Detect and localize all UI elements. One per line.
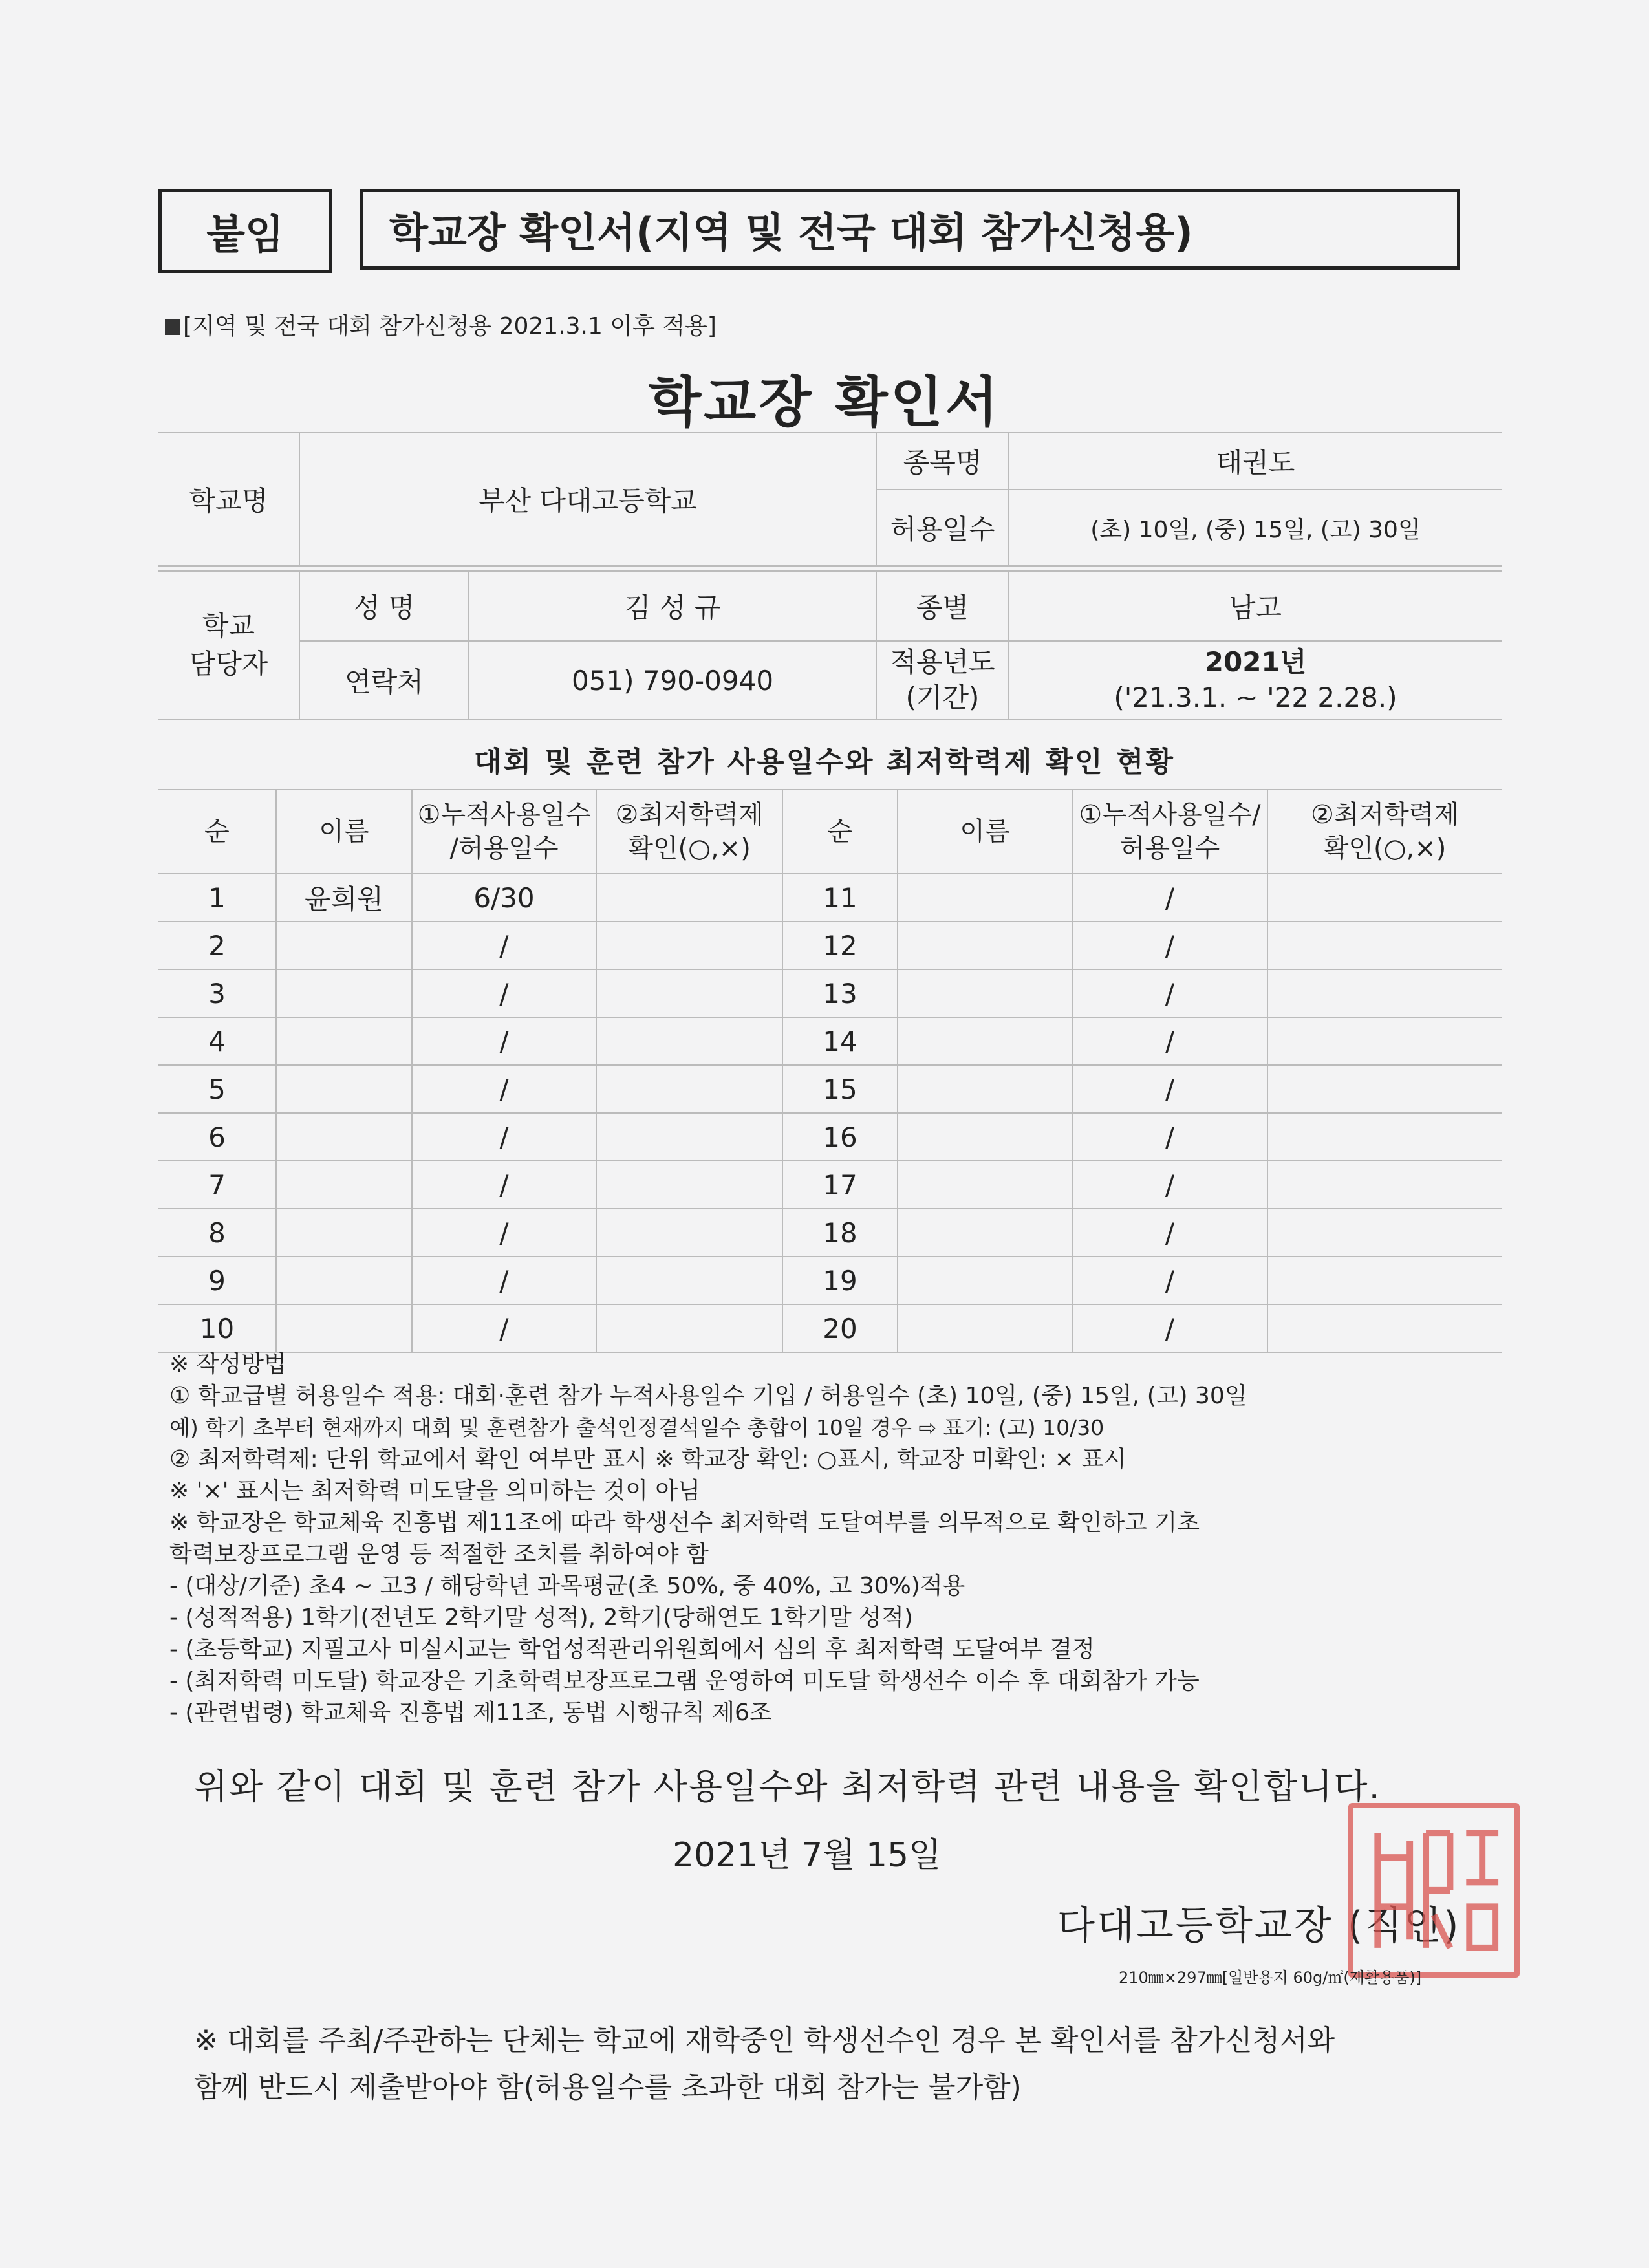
row-check <box>1267 969 1502 1017</box>
row-days: / <box>412 1304 596 1352</box>
instruction-line: 학력보장프로그램 운영 등 적절한 조치를 취하여야 함 <box>169 1541 709 1568</box>
year-cell <box>1009 641 1502 720</box>
instruction-line: - (성적적용) 1학기(전년도 2학기말 성적), 2학기(당해연도 1학기말 성적) <box>169 1604 913 1631</box>
row-check <box>596 922 782 969</box>
header-check: ②최저학력제 확인(○,×) <box>596 790 782 874</box>
submission-notice <box>194 2018 1335 2111</box>
row-check <box>596 969 782 1017</box>
row-check <box>1267 922 1502 969</box>
row-days: / <box>412 1161 596 1209</box>
row-check <box>1267 1017 1502 1065</box>
row-check <box>596 1257 782 1304</box>
row-name <box>276 1161 412 1209</box>
row-name <box>898 1304 1072 1352</box>
row-days: / <box>1072 1161 1267 1209</box>
seal-pattern <box>1353 1808 1514 1972</box>
writing-instructions <box>169 1348 1527 1729</box>
row-check <box>1267 1113 1502 1161</box>
row-no: 4 <box>158 1017 276 1065</box>
gender-label: 종별 <box>876 571 1009 641</box>
row-check <box>596 1209 782 1257</box>
row-check <box>1267 1065 1502 1113</box>
row-check <box>596 874 782 922</box>
document-header-title: 학교장 확인서(지역 및 전국 대회 참가신청용) <box>360 189 1460 270</box>
applicability-note-text: [지역 및 전국 대회 참가신청용 2021.3.1 이후 적용] <box>183 313 717 340</box>
row-name <box>898 1161 1072 1209</box>
row-check <box>1267 1257 1502 1304</box>
table-row <box>158 1113 1502 1161</box>
sport-value: 태권도 <box>1009 433 1502 490</box>
row-no: 13 <box>782 969 898 1017</box>
instruction-line: ② 최저학력제: 단위 학교에서 확인 여부만 표시 ※ 학교장 확인: ○표시, 학교장 미확인: × 표시 <box>169 1446 1126 1473</box>
row-days: / <box>1072 1209 1267 1257</box>
row-days: / <box>412 922 596 969</box>
instruction-line: ※ '×' 표시는 최저학력 미도달을 의미하는 것이 아님 <box>169 1478 700 1504</box>
row-days: / <box>412 1065 596 1113</box>
page-title: 학교장 확인서 <box>648 371 1001 434</box>
table-row <box>158 969 1502 1017</box>
participation-table <box>158 789 1502 1353</box>
instruction-line: - (대상/기준) 초4 ~ 고3 / 해당학년 과목평균(초 50%, 중 40%, 고 30%)적용 <box>169 1573 965 1599</box>
row-no: 17 <box>782 1161 898 1209</box>
row-name <box>276 1113 412 1161</box>
row-no: 1 <box>158 874 276 922</box>
row-no: 11 <box>782 874 898 922</box>
row-days: / <box>1072 1113 1267 1161</box>
header-name: 이름 <box>276 790 412 874</box>
notice-line: ※ 대회를 주최/주관하는 단체는 학교에 재학중인 학생선수인 경우 본 확인서를 참가신청서와 <box>194 2024 1335 2057</box>
row-name <box>898 1017 1072 1065</box>
row-no: 10 <box>158 1304 276 1352</box>
instruction-line: - (최저학력 미도달) 학교장은 기초학력보장프로그램 운영하여 미도달 학생선수 이수 후 대회참가 가능 <box>169 1668 1200 1694</box>
row-name <box>276 1065 412 1113</box>
row-name: 윤희원 <box>276 874 412 922</box>
row-no: 15 <box>782 1065 898 1113</box>
table-row <box>158 1017 1502 1065</box>
row-days: / <box>1072 969 1267 1017</box>
row-name <box>276 922 412 969</box>
row-name <box>898 1065 1072 1113</box>
paper-spec: 210㎜×297㎜[일반용지 60g/㎡(재활용품)] <box>1119 1969 1422 1987</box>
row-days: 6/30 <box>412 874 596 922</box>
confirmation-statement: 위와 같이 대회 및 훈련 참가 사용일수와 최저학력 관련 내용을 확인합니다. <box>194 1766 1381 1807</box>
header-check: ②최저학력제 확인(○,×) <box>1267 790 1502 874</box>
row-check <box>1267 1304 1502 1352</box>
row-days: / <box>1072 874 1267 922</box>
row-check <box>1267 1209 1502 1257</box>
header-days: ①누적사용일수/ 허용일수 <box>1072 790 1267 874</box>
table-row <box>158 1209 1502 1257</box>
row-no: 7 <box>158 1161 276 1209</box>
row-name <box>898 1209 1072 1257</box>
header-name: 이름 <box>898 790 1072 874</box>
instruction-line: ※ 작성방법 <box>169 1351 286 1377</box>
row-name <box>276 1209 412 1257</box>
row-no: 3 <box>158 969 276 1017</box>
school-name-label: 학교명 <box>158 433 299 566</box>
row-days: / <box>1072 1257 1267 1304</box>
instruction-line: ※ 학교장은 학교체육 진흥법 제11조에 따라 학생선수 최저학력 도달여부를 의무적으로 확인하고 기초 <box>169 1509 1200 1536</box>
row-check <box>596 1065 782 1113</box>
row-name <box>898 922 1072 969</box>
row-no: 16 <box>782 1113 898 1161</box>
row-check <box>596 1161 782 1209</box>
row-no: 14 <box>782 1017 898 1065</box>
header-days: ①누적사용일수 /허용일수 <box>412 790 596 874</box>
row-days: / <box>1072 1017 1267 1065</box>
row-name <box>898 874 1072 922</box>
contact-label: 연락처 <box>299 641 469 720</box>
row-no: 19 <box>782 1257 898 1304</box>
table-row <box>158 922 1502 969</box>
row-no: 6 <box>158 1113 276 1161</box>
row-days: / <box>1072 1304 1267 1352</box>
row-name <box>276 1304 412 1352</box>
table-row <box>158 1161 1502 1209</box>
notice-line: 함께 반드시 제출받아야 함(허용일수를 초과한 대회 참가는 불가함) <box>194 2071 1022 2104</box>
row-days: / <box>412 1113 596 1161</box>
row-name <box>276 1257 412 1304</box>
table-row <box>158 1065 1502 1113</box>
instruction-line: 예) 학기 초부터 현재까지 대회 및 훈련참가 출석인정결석일수 총합이 10일 경우 ⇨ 표기: (고) 10/30 <box>169 1415 1105 1440</box>
row-days: / <box>412 1209 596 1257</box>
instruction-line: - (초등학교) 지필고사 미실시교는 학업성적관리위원회에서 심의 후 최저학력 도달여부 결정 <box>169 1636 1095 1663</box>
attachment-tag: 붙임 <box>158 189 332 273</box>
row-days: / <box>1072 922 1267 969</box>
principal-signature-line: 다대고등학교장 (직인) <box>1057 1903 1461 1949</box>
allowed-days-label: 허용일수 <box>876 490 1009 566</box>
table-row <box>158 1257 1502 1304</box>
school-name-value: 부산 다대고등학교 <box>299 433 876 566</box>
manager-name-label: 성 명 <box>299 571 469 641</box>
row-no: 2 <box>158 922 276 969</box>
row-no: 9 <box>158 1257 276 1304</box>
header-no: 순 <box>158 790 276 874</box>
official-seal-icon <box>1348 1803 1520 1978</box>
row-no: 8 <box>158 1209 276 1257</box>
row-no: 20 <box>782 1304 898 1352</box>
period-value: ('21.3.1. ~ '22 2.28.) <box>1114 682 1397 713</box>
section-title: 대회 및 훈련 참가 사용일수와 최저학력제 확인 현황 <box>474 746 1175 779</box>
row-no: 12 <box>782 922 898 969</box>
table-divider <box>158 566 1502 571</box>
manager-name-value: 김 성 규 <box>469 571 876 641</box>
row-name <box>898 969 1072 1017</box>
year-value: 2021년 <box>1204 646 1307 678</box>
row-check <box>1267 1161 1502 1209</box>
row-name <box>276 969 412 1017</box>
row-no: 18 <box>782 1209 898 1257</box>
row-check <box>596 1017 782 1065</box>
contact-value: 051) 790-0940 <box>469 641 876 720</box>
row-name <box>898 1257 1072 1304</box>
row-days: / <box>1072 1065 1267 1113</box>
sport-label: 종목명 <box>876 433 1009 490</box>
manager-label: 학교 담당자 <box>158 571 299 720</box>
applicability-note <box>165 308 717 341</box>
table-row <box>158 1304 1502 1352</box>
allowed-days-value: (초) 10일, (중) 15일, (고) 30일 <box>1009 490 1502 566</box>
row-days: / <box>412 1257 596 1304</box>
row-check <box>596 1304 782 1352</box>
row-no: 5 <box>158 1065 276 1113</box>
row-days: / <box>412 969 596 1017</box>
year-label: 적용년도 (기간) <box>876 641 1009 720</box>
square-bullet-icon <box>165 319 180 335</box>
row-name <box>898 1113 1072 1161</box>
school-info-table <box>158 432 1502 720</box>
instruction-line: ① 학교급별 허용일수 적용: 대회·훈련 참가 누적사용일수 기입 / 허용일수 (초) 10일, (중) 15일, (고) 30일 <box>169 1383 1247 1409</box>
row-check <box>596 1113 782 1161</box>
gender-value: 남고 <box>1009 571 1502 641</box>
table-row <box>158 874 1502 922</box>
instruction-line: - (관련법령) 학교체육 진흥법 제11조, 동법 시행규칙 제6조 <box>169 1700 772 1726</box>
header-no: 순 <box>782 790 898 874</box>
row-name <box>276 1017 412 1065</box>
row-days: / <box>412 1017 596 1065</box>
issue-date: 2021년 7월 15일 <box>673 1836 942 1875</box>
row-check <box>1267 874 1502 922</box>
